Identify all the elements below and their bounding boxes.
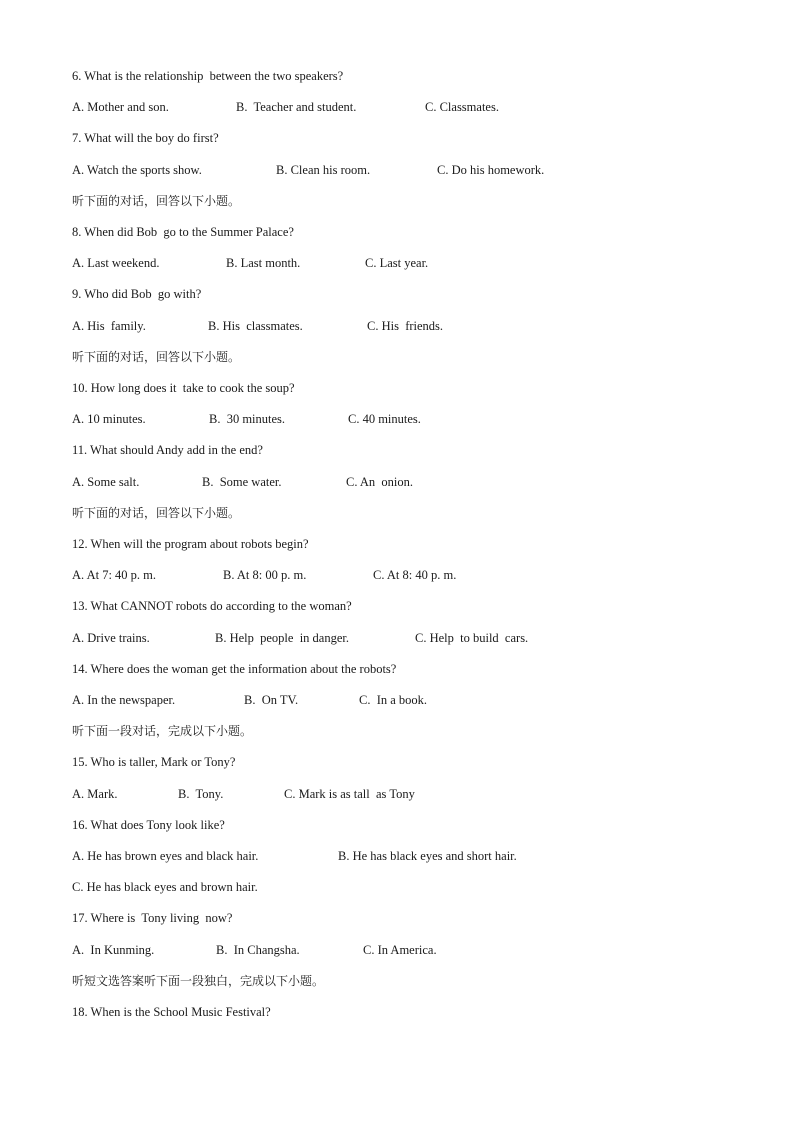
option-c: C. Do his homework. (437, 163, 545, 177)
question-text: 17. Where is Tony living now? (72, 911, 233, 925)
option-a: A. Drive trains. (72, 631, 150, 645)
question-text: 11. What should Andy add in the end? (72, 443, 263, 457)
option-b: B. Last month. (226, 256, 301, 270)
option-b: B. Some water. (202, 475, 282, 489)
option-b: B. At 8: 00 p. m. (223, 568, 307, 582)
option-a: A. Mark. (72, 787, 118, 801)
option-a: A. Last weekend. (72, 256, 160, 270)
question-text: 6. What is the relationship between the two speakers? (72, 69, 344, 83)
option-c: C. An onion. (346, 475, 414, 489)
option-a: A. At 7: 40 p. m. (72, 568, 157, 582)
option-c: C. 40 minutes. (348, 412, 421, 426)
section-instruction: 听下面的对话，回答以下小题。 (72, 194, 241, 208)
option-b: B. Clean his room. (276, 163, 371, 177)
section-instruction: 听下面的对话，回答以下小题。 (72, 350, 241, 364)
option-b: B. In Changsha. (216, 943, 300, 957)
option-a: A. His family. (72, 319, 146, 333)
question-text: 14. Where does the woman get the information about the robots? (72, 662, 397, 676)
option-a: A. Some salt. (72, 475, 140, 489)
question-text: 9. Who did Bob go with? (72, 287, 202, 301)
section-instruction: 听下面一段对话，完成以下小题。 (72, 724, 253, 738)
question-text: 8. When did Bob go to the Summer Palace? (72, 225, 294, 239)
option-c: C. In America. (363, 943, 437, 957)
option-c: C. Mark is as tall as Tony (284, 787, 415, 801)
option-a: A. Watch the sports show. (72, 163, 202, 177)
question-text: C. He has black eyes and brown hair. (72, 880, 258, 894)
option-c: C. His friends. (367, 319, 444, 333)
option-c: C. Last year. (365, 256, 429, 270)
option-b: B. He has black eyes and short hair. (338, 849, 517, 863)
option-a: A. Mother and son. (72, 100, 169, 114)
option-a: A. 10 minutes. (72, 412, 146, 426)
option-b: B. Help people in danger. (215, 631, 349, 645)
option-b: B. Tony. (178, 787, 224, 801)
option-a: A. He has brown eyes and black hair. (72, 849, 259, 863)
option-c: C. In a book. (359, 693, 428, 707)
option-b: B. Teacher and student. (236, 100, 357, 114)
question-text: 18. When is the School Music Festival? (72, 1005, 271, 1019)
question-text: 10. How long does it take to cook the soup? (72, 381, 295, 395)
section-instruction: 听下面的对话，回答以下小题。 (72, 506, 241, 520)
option-a: A. In the newspaper. (72, 693, 176, 707)
option-b: B. On TV. (244, 693, 299, 707)
question-text: 16. What does Tony look like? (72, 818, 225, 832)
option-a: A. In Kunming. (72, 943, 155, 957)
option-b: B. His classmates. (208, 319, 303, 333)
option-c: C. At 8: 40 p. m. (373, 568, 457, 582)
question-text: 15. Who is taller, Mark or Tony? (72, 755, 236, 769)
question-text: 12. When will the program about robots begin? (72, 537, 309, 551)
question-text: 13. What CANNOT robots do according to the woman? (72, 599, 352, 613)
question-text: 7. What will the boy do first? (72, 131, 219, 145)
option-c: C. Help to build cars. (415, 631, 529, 645)
section-instruction: 听短文选答案听下面一段独白，完成以下小题。 (72, 974, 325, 988)
option-b: B. 30 minutes. (209, 412, 286, 426)
option-c: C. Classmates. (425, 100, 499, 114)
